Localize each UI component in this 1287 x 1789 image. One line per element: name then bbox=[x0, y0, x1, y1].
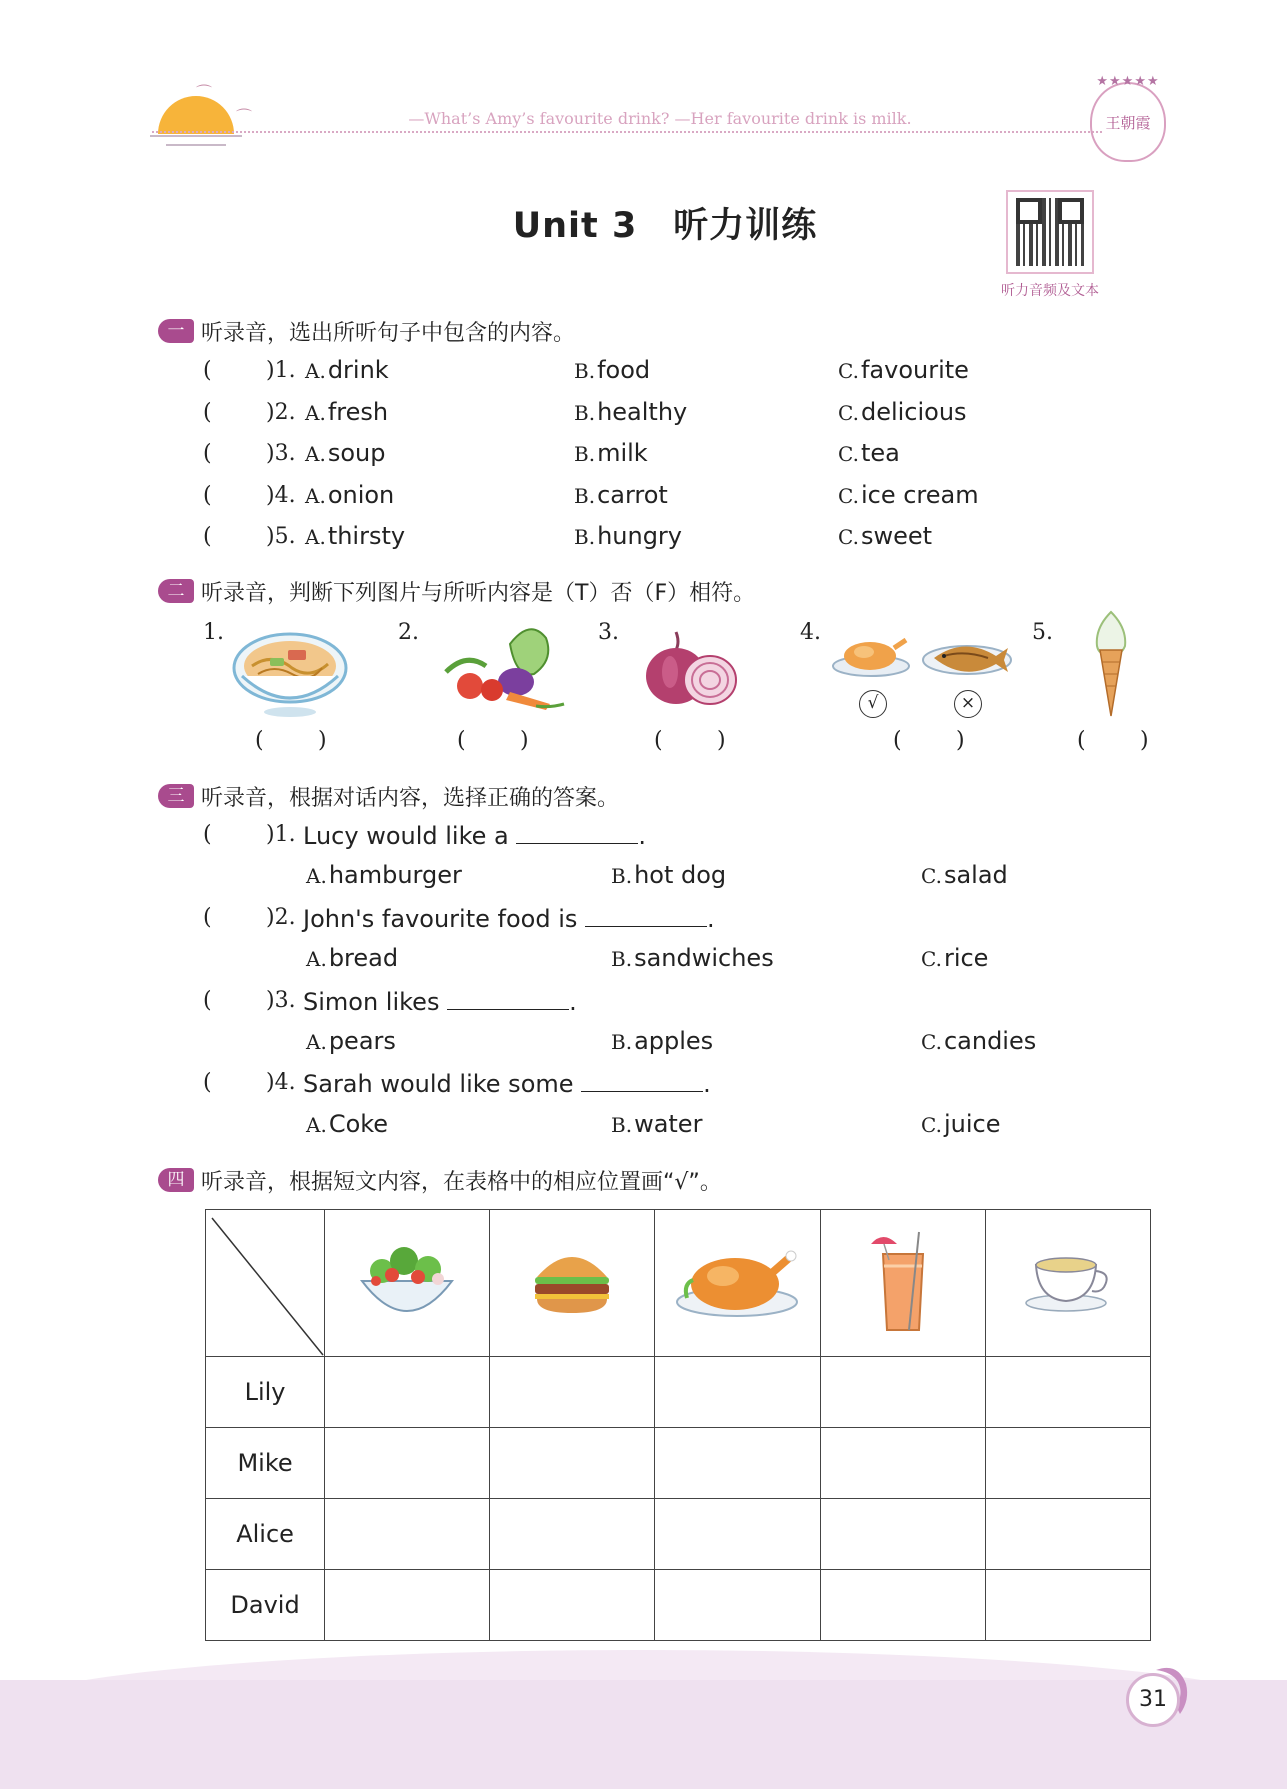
answer-paren[interactable]: ( bbox=[203, 483, 212, 508]
option-c: C.delicious bbox=[838, 398, 967, 426]
option-b: B.food bbox=[574, 356, 651, 384]
section-2-instruction: 听录音，判断下列图片与所听内容是（T）否（F）相符。 bbox=[201, 580, 756, 606]
item-number: )2. bbox=[266, 905, 296, 930]
row-name: Mike bbox=[206, 1428, 325, 1499]
tea-icon bbox=[985, 1210, 1150, 1357]
answer-cell[interactable] bbox=[985, 1570, 1150, 1641]
horizon-line bbox=[166, 144, 226, 146]
answer-paren-close: ) bbox=[318, 728, 327, 753]
item-number: )5. bbox=[266, 524, 296, 549]
option-b: B.sandwiches bbox=[611, 944, 774, 972]
option-c: C.sweet bbox=[838, 522, 933, 550]
s3-question-1 bbox=[0, 820, 1287, 854]
option-a: A.Coke bbox=[306, 1110, 389, 1138]
answer-paren-open[interactable]: ( bbox=[255, 728, 264, 753]
s1-item-3 bbox=[0, 439, 1287, 473]
check-mark-icon: √ bbox=[859, 690, 887, 718]
answer-paren[interactable]: ( bbox=[203, 358, 212, 383]
option-c: C.tea bbox=[838, 439, 900, 467]
answer-blank[interactable] bbox=[447, 986, 569, 1010]
row-name: Lily bbox=[206, 1357, 325, 1428]
sun-icon bbox=[158, 96, 234, 172]
section-4-badge: 四 bbox=[158, 1168, 194, 1192]
roast-chicken-icon bbox=[655, 1210, 820, 1357]
option-c: C.ice cream bbox=[838, 481, 979, 509]
answer-blank[interactable] bbox=[581, 1068, 703, 1092]
option-a: A.onion bbox=[305, 481, 395, 509]
salad-icon bbox=[325, 1210, 490, 1357]
section-1-heading bbox=[158, 316, 575, 346]
item-number: )1. bbox=[266, 822, 296, 847]
answer-paren[interactable]: ( bbox=[203, 524, 212, 549]
answer-paren-open[interactable]: ( bbox=[893, 728, 902, 753]
table-row bbox=[206, 1570, 1151, 1641]
answer-blank[interactable] bbox=[585, 903, 707, 927]
section-3-badge: 三 bbox=[158, 784, 194, 808]
answer-cell[interactable] bbox=[655, 1428, 820, 1499]
s3-options-1 bbox=[0, 861, 1287, 895]
onion-icon bbox=[640, 628, 740, 710]
page-header bbox=[0, 0, 1287, 170]
answer-cell[interactable] bbox=[820, 1357, 985, 1428]
section-1-badge: 一 bbox=[158, 319, 194, 343]
s3-options-2 bbox=[0, 944, 1287, 978]
option-a: A.thirsty bbox=[305, 522, 406, 550]
s1-item-4 bbox=[0, 481, 1287, 515]
vegetables-icon bbox=[440, 624, 570, 716]
answer-cell[interactable] bbox=[490, 1357, 655, 1428]
s1-item-1 bbox=[0, 356, 1287, 390]
table-row bbox=[206, 1357, 1151, 1428]
answer-table bbox=[205, 1209, 1151, 1641]
section-4-heading bbox=[158, 1165, 722, 1195]
item-number: )3. bbox=[266, 441, 296, 466]
s3-question-2 bbox=[0, 903, 1287, 937]
option-a: A.fresh bbox=[305, 398, 389, 426]
table-row bbox=[206, 1428, 1151, 1499]
answer-cell[interactable] bbox=[325, 1357, 490, 1428]
s1-item-5 bbox=[0, 522, 1287, 556]
question-text: Lucy would like a . bbox=[303, 822, 647, 850]
answer-cell[interactable] bbox=[655, 1499, 820, 1570]
option-c: C.rice bbox=[921, 944, 989, 972]
option-b: B.apples bbox=[611, 1027, 714, 1055]
answer-cell[interactable] bbox=[820, 1570, 985, 1641]
s3-question-3 bbox=[0, 986, 1287, 1020]
option-b: B.healthy bbox=[574, 398, 688, 426]
row-name: David bbox=[206, 1570, 325, 1641]
page-footer bbox=[0, 1680, 1287, 1789]
brand-badge-text: 王朝霞 bbox=[1105, 114, 1151, 132]
hamburger-icon bbox=[490, 1210, 655, 1357]
answer-cell[interactable] bbox=[985, 1357, 1150, 1428]
answer-blank[interactable] bbox=[516, 820, 638, 844]
badge-stars: ★★★★★ bbox=[1096, 74, 1160, 89]
picture-number: 3. bbox=[598, 620, 619, 645]
answer-paren-close: ) bbox=[956, 728, 965, 753]
bird-icon: ⌒ bbox=[196, 83, 213, 102]
section-1-instruction: 听录音，选出所听句子中包含的内容。 bbox=[201, 320, 576, 346]
answer-paren[interactable]: ( bbox=[203, 400, 212, 425]
option-a: A.pears bbox=[306, 1027, 396, 1055]
answer-cell[interactable] bbox=[985, 1499, 1150, 1570]
section-4-instruction: 听录音，根据短文内容，在表格中的相应位置画“√”。 bbox=[201, 1169, 722, 1195]
item-number: )4. bbox=[266, 483, 296, 508]
s3-question-4 bbox=[0, 1068, 1287, 1102]
page-number: 31 bbox=[1126, 1673, 1180, 1727]
section-2-badge: 二 bbox=[158, 579, 194, 603]
answer-paren[interactable]: ( bbox=[203, 1070, 212, 1095]
option-a: A.hamburger bbox=[306, 861, 462, 889]
picture-number: 4. bbox=[800, 620, 821, 645]
answer-cell[interactable] bbox=[820, 1499, 985, 1570]
answer-cell[interactable] bbox=[490, 1570, 655, 1641]
answer-paren[interactable]: ( bbox=[203, 905, 212, 930]
bird-icon: ⌒ bbox=[236, 107, 253, 126]
answer-paren-open[interactable]: ( bbox=[457, 728, 466, 753]
answer-paren[interactable]: ( bbox=[203, 988, 212, 1013]
answer-cell[interactable] bbox=[655, 1570, 820, 1641]
option-c: C.favourite bbox=[838, 356, 969, 384]
qr-caption: 听力音频及文本 bbox=[1001, 283, 1099, 299]
header-divider bbox=[152, 131, 1102, 133]
answer-cell[interactable] bbox=[820, 1428, 985, 1499]
table-header-row bbox=[206, 1210, 1151, 1357]
juice-icon bbox=[820, 1210, 985, 1357]
option-b: B.water bbox=[611, 1110, 703, 1138]
answer-cell[interactable] bbox=[490, 1428, 655, 1499]
roast-chicken-icon bbox=[830, 632, 912, 680]
question-text: John's favourite food is . bbox=[303, 905, 715, 933]
fish-dish-icon bbox=[920, 630, 1014, 682]
header-motto: —What’s Amy’s favourite drink? —Her favourite drink is milk. bbox=[408, 109, 912, 128]
item-number: )2. bbox=[266, 400, 296, 425]
answer-cell[interactable] bbox=[655, 1357, 820, 1428]
noodle-soup-icon bbox=[230, 628, 350, 720]
answer-cell[interactable] bbox=[325, 1570, 490, 1641]
option-c: C.salad bbox=[921, 861, 1008, 889]
picture-number: 1. bbox=[203, 620, 224, 645]
picture-number: 2. bbox=[398, 620, 419, 645]
s3-options-3 bbox=[0, 1027, 1287, 1061]
option-b: B.milk bbox=[574, 439, 648, 467]
answer-paren-close: ) bbox=[520, 728, 529, 753]
option-b: B.carrot bbox=[574, 481, 668, 509]
answer-paren-close: ) bbox=[717, 728, 726, 753]
option-c: C.candies bbox=[921, 1027, 1037, 1055]
ice-cream-icon bbox=[1090, 610, 1132, 720]
option-a: A.drink bbox=[305, 356, 389, 384]
answer-paren-close: ) bbox=[1140, 728, 1149, 753]
option-c: C.juice bbox=[921, 1110, 1001, 1138]
cross-mark-icon: × bbox=[954, 690, 982, 718]
table-row bbox=[206, 1499, 1151, 1570]
question-text: Simon likes . bbox=[303, 988, 577, 1016]
item-number: )1. bbox=[266, 358, 296, 383]
answer-paren[interactable]: ( bbox=[203, 822, 212, 847]
horizon-line bbox=[150, 135, 242, 137]
item-number: )3. bbox=[266, 988, 296, 1013]
answer-cell[interactable] bbox=[325, 1428, 490, 1499]
answer-cell[interactable] bbox=[490, 1499, 655, 1570]
qr-code-icon[interactable] bbox=[1016, 198, 1084, 266]
section-2-heading bbox=[158, 576, 755, 606]
s3-options-4 bbox=[0, 1110, 1287, 1144]
answer-cell[interactable] bbox=[325, 1499, 490, 1570]
answer-paren[interactable]: ( bbox=[203, 441, 212, 466]
answer-cell[interactable] bbox=[985, 1428, 1150, 1499]
section-3-instruction: 听录音，根据对话内容，选择正确的答案。 bbox=[201, 785, 620, 811]
answer-paren-open[interactable]: ( bbox=[1077, 728, 1086, 753]
picture-number: 5. bbox=[1032, 620, 1053, 645]
s1-item-2 bbox=[0, 398, 1287, 432]
table-corner bbox=[206, 1210, 325, 1357]
option-b: B.hot dog bbox=[611, 861, 727, 889]
option-a: A.soup bbox=[305, 439, 386, 467]
answer-paren-open[interactable]: ( bbox=[654, 728, 663, 753]
page-title: Unit 3 听力训练 bbox=[512, 206, 818, 246]
question-text: Sarah would like some . bbox=[303, 1070, 711, 1098]
option-a: A.bread bbox=[306, 944, 399, 972]
item-number: )4. bbox=[266, 1070, 296, 1095]
section-3-heading bbox=[158, 781, 619, 811]
option-b: B.hungry bbox=[574, 522, 682, 550]
row-name: Alice bbox=[206, 1499, 325, 1570]
